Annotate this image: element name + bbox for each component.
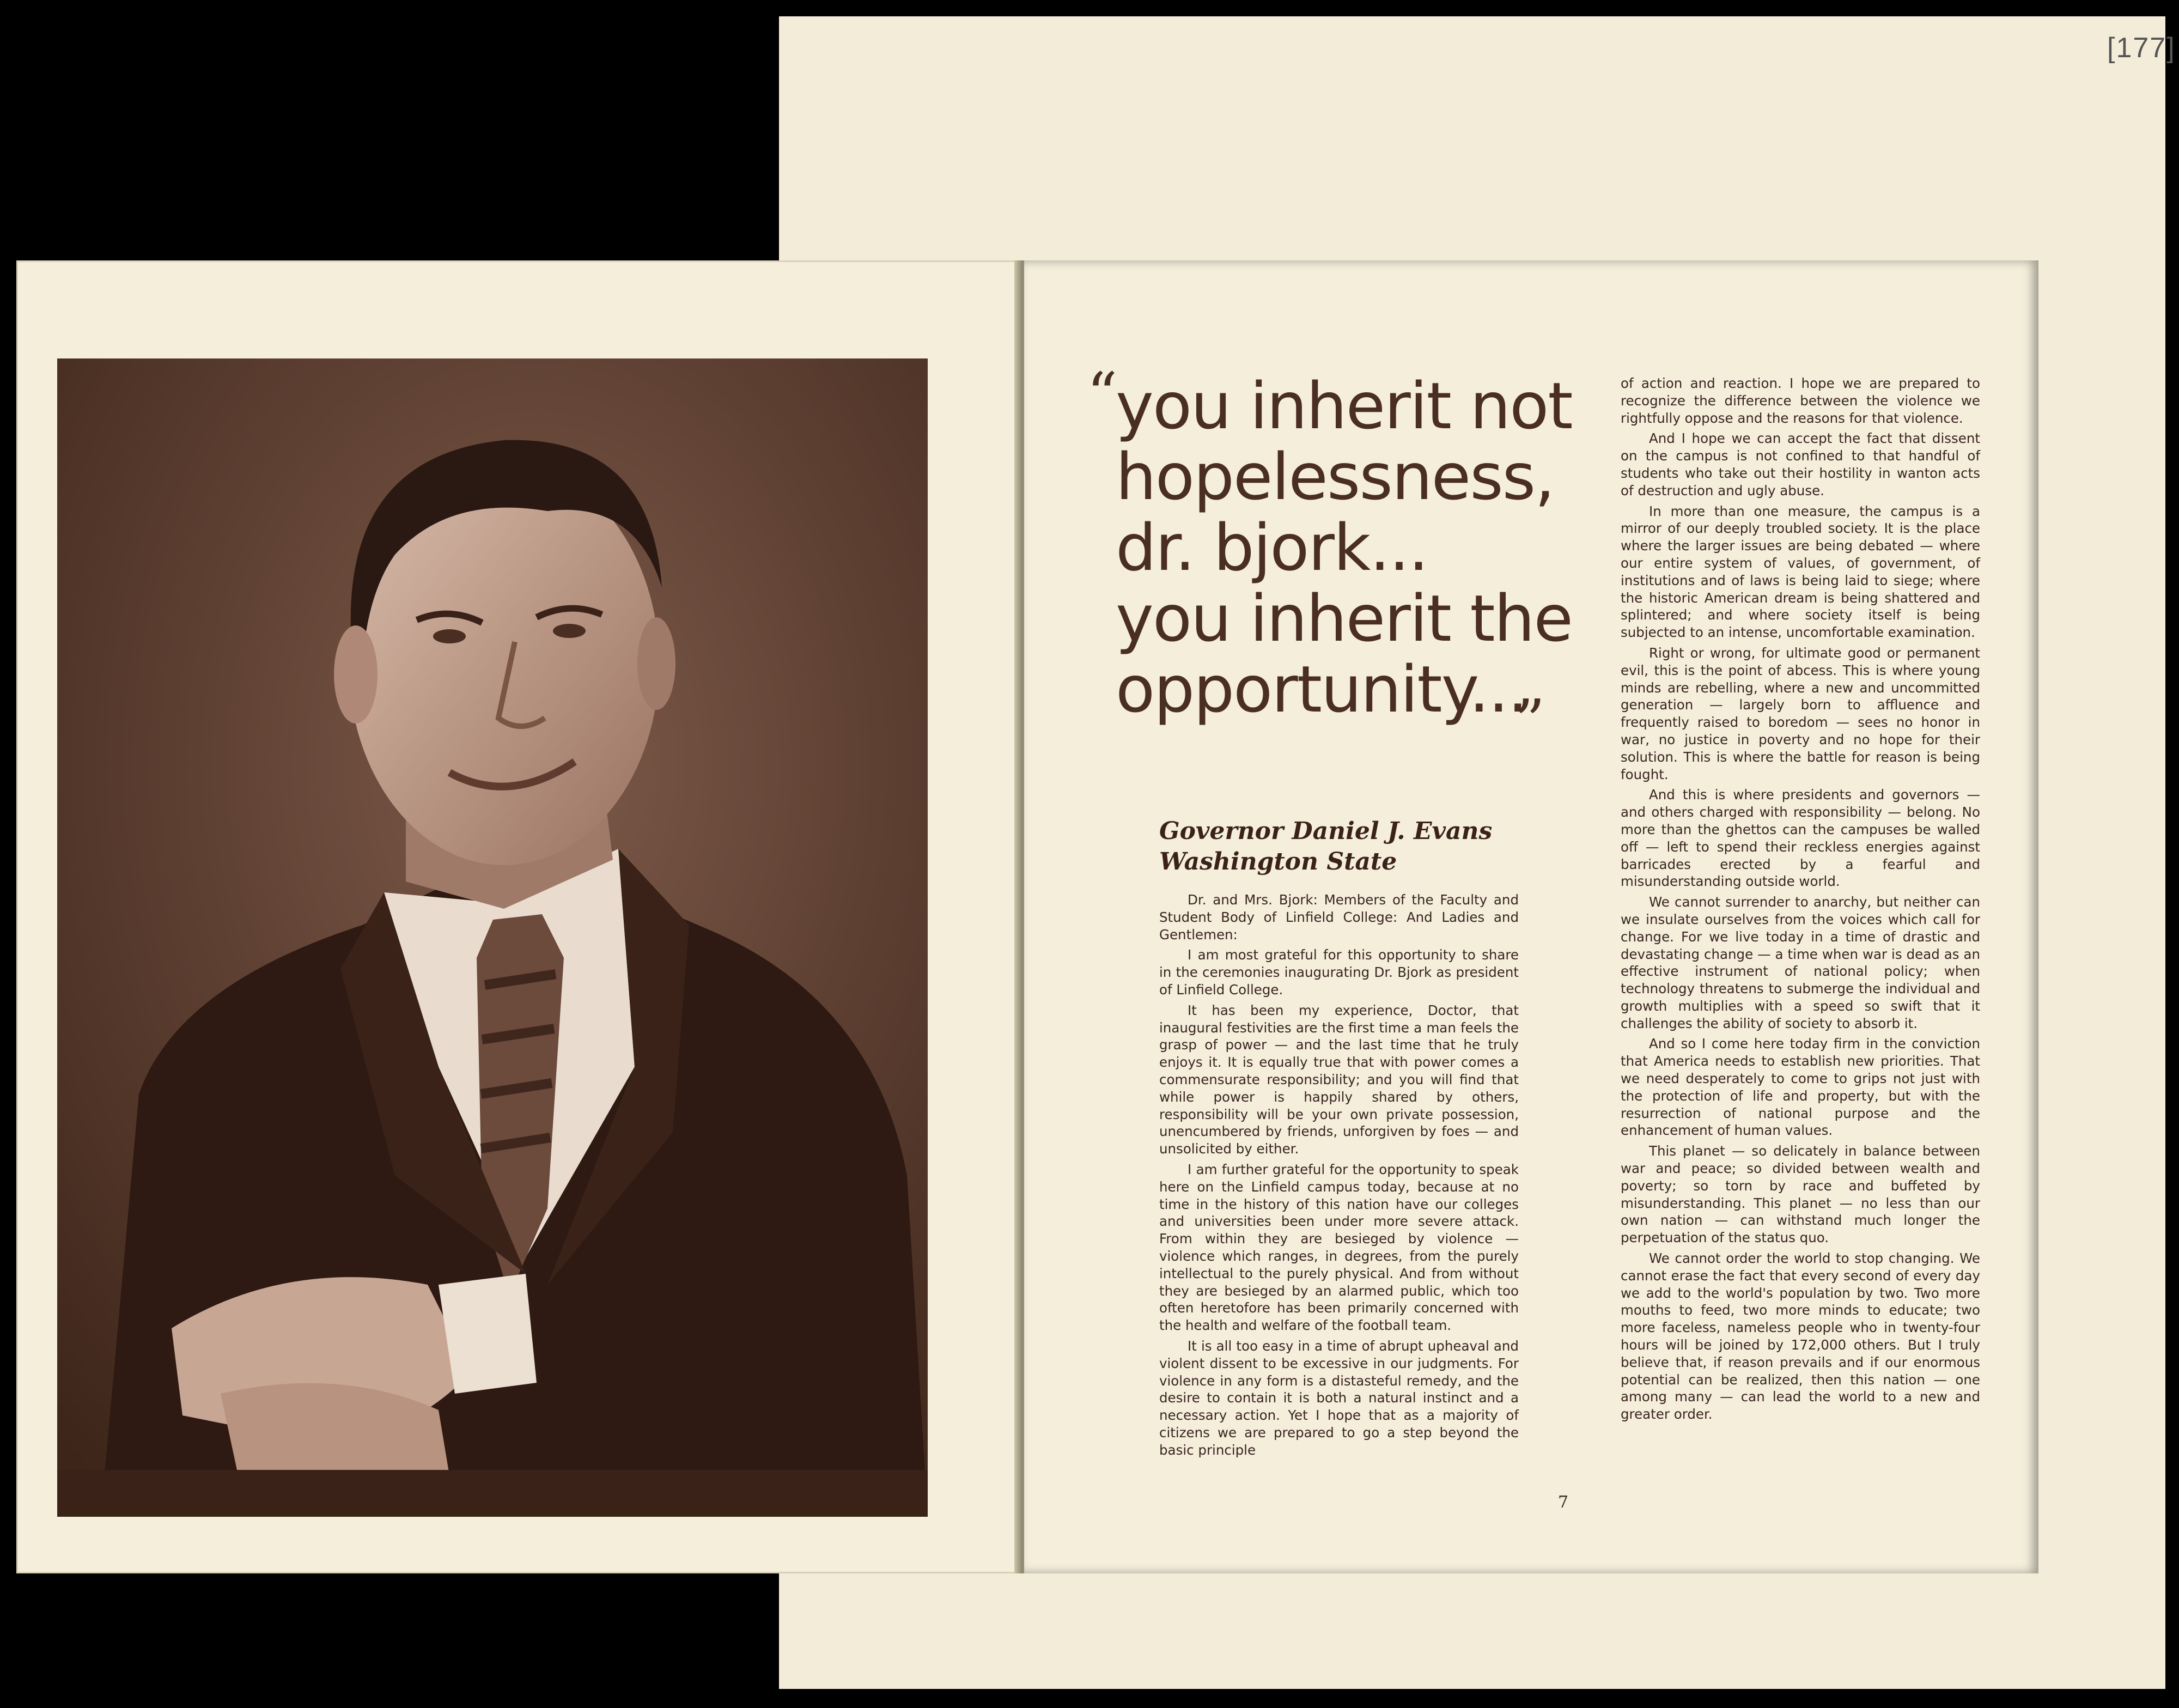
paragraph: And this is where presidents and governors — and others charged with responsibility — belong. No more than the ghettos can the campuses be walled off — left to spend their reckless energies against barricades erected by a fearful and misunderstanding outside world. xyxy=(1621,787,1980,890)
paragraph: of action and reaction. I hope we are prepared to recognize the difference between the violence we rightfully oppose and the reasons for that violence. xyxy=(1621,375,1980,426)
page-number: 7 xyxy=(1558,1493,1569,1512)
paragraph: In more than one measure, the campus is a mirror of our deeply troubled society. It is the place where the larger issues are being debated — where our entire system of values, of government, of institutions and of laws is being laid to siege; where the historic American dream is being shattered and splintered; and where society itself is being subjected to an intense, uncomfortable examination. xyxy=(1621,503,1980,641)
quote-line: opportunity... xyxy=(1116,652,1527,727)
archive-number: [177] xyxy=(2107,32,2176,64)
left-page xyxy=(16,260,1027,1573)
open-quote-mark: “ xyxy=(1087,360,1118,429)
portrait-photo xyxy=(57,358,928,1517)
quote-line: hopelessness, xyxy=(1116,439,1554,514)
text-column-2 xyxy=(1621,375,1980,1426)
paragraph: I am further grateful for the opportunity to speak here on the Linfield campus today, because at no time in the history of this nation have our colleges and universities been under more severe attack. From within they are besieged by violence — violence which ranges, in degrees, from the purely intellectual to the purely physical. And from without they are besieged by an alarmed public, which too often heretofore has been primarily concerned with the health and welfare of the football team. xyxy=(1159,1161,1519,1334)
quote-line: dr. bjork... xyxy=(1116,510,1428,585)
quote-line: you inherit the xyxy=(1116,581,1573,656)
paragraph: And I hope we can accept the fact that dissent on the campus is not confined to that handful of students who take out their hostility in wanton acts of destruction and ugly abuse. xyxy=(1621,430,1980,499)
text-column-1 xyxy=(1159,891,1519,1462)
quote-line: you inherit not xyxy=(1116,368,1572,443)
portrait-photo-icon xyxy=(57,358,928,1517)
author-name: Governor Daniel J. Evans xyxy=(1159,817,1493,845)
pull-quote xyxy=(1116,370,1606,725)
author-title: Washington State xyxy=(1159,848,1397,876)
paragraph: Right or wrong, for ultimate good or permanent evil, this is the point of abcess. This is where young minds are rebelling, where a new and uncommitted generation — largely born to affluence and frequently raised to boredom — sees no honor in war, no justice in poverty and no hope for their solution. This is where the battle for reason is being fought. xyxy=(1621,645,1980,782)
paragraph: I am most grateful for this opportunity to share in the ceremonies inaugurating Dr. Bjork as president of Linfield College. xyxy=(1159,947,1519,998)
paragraph: And so I come here today firm in the conviction that America needs to establish new priorities. That we need desperately to come to grips not just with the protection of life and property, but with the resurrection of national purpose and the enhancement of human values. xyxy=(1621,1036,1980,1139)
byline xyxy=(1159,816,1492,877)
paragraph: It has been my experience, Doctor, that inaugural festivities are the first time a man feels the grasp of power — and the last time that he truly enjoys it. It is equally true that with power comes a commensurate responsibility; and you will find that while power is happily shared by others, responsibility will be your own private possession, unencumbered by friends, unforgiven by foes — and unsolicited by either. xyxy=(1159,1002,1519,1157)
paragraph: Dr. and Mrs. Bjork: Members of the Faculty and Student Body of Linfield College: And Ladies and Gentlemen: xyxy=(1159,892,1519,943)
paragraph: This planet — so delicately in balance between war and peace; so divided between wealth and poverty; so torn by race and buffeted by misunderstanding. This planet — no less than our own nation — can withstand much longer the perpetuation of the status quo. xyxy=(1621,1143,1980,1246)
paragraph: We cannot surrender to anarchy, but neither can we insulate ourselves from the voices which call for change. For we live today in a time of drastic and devastating change — a time when war is dead as an effective instrument of national policy; when technology threatens to submerge the individual and growth multiplies with a speed so swift that it challenges the ability of society to absorb it. xyxy=(1621,894,1980,1031)
paragraph: It is all too easy in a time of abrupt upheaval and violent dissent to be excessive in our judgments. For violence in any form is a distasteful remedy, and the desire to contain it is both a natural instinct and a necessary action. Yet I hope that as a majority of citizens we are prepared to go a step beyond the basic principle xyxy=(1159,1338,1519,1458)
close-quote-mark: ” xyxy=(1514,686,1545,756)
paragraph: We cannot order the world to stop changing. We cannot erase the fact that every second of every day we add to the world's population by two. Two more mouths to feed, two more minds to educate; two more faceless, nameless people who in twenty-four hours will be joined by 172,000 others. But I truly believe that, if reason prevails and if our enormous potential can be realized, then this nation — one among many — can lead the world to a new and greater order. xyxy=(1621,1250,1980,1423)
